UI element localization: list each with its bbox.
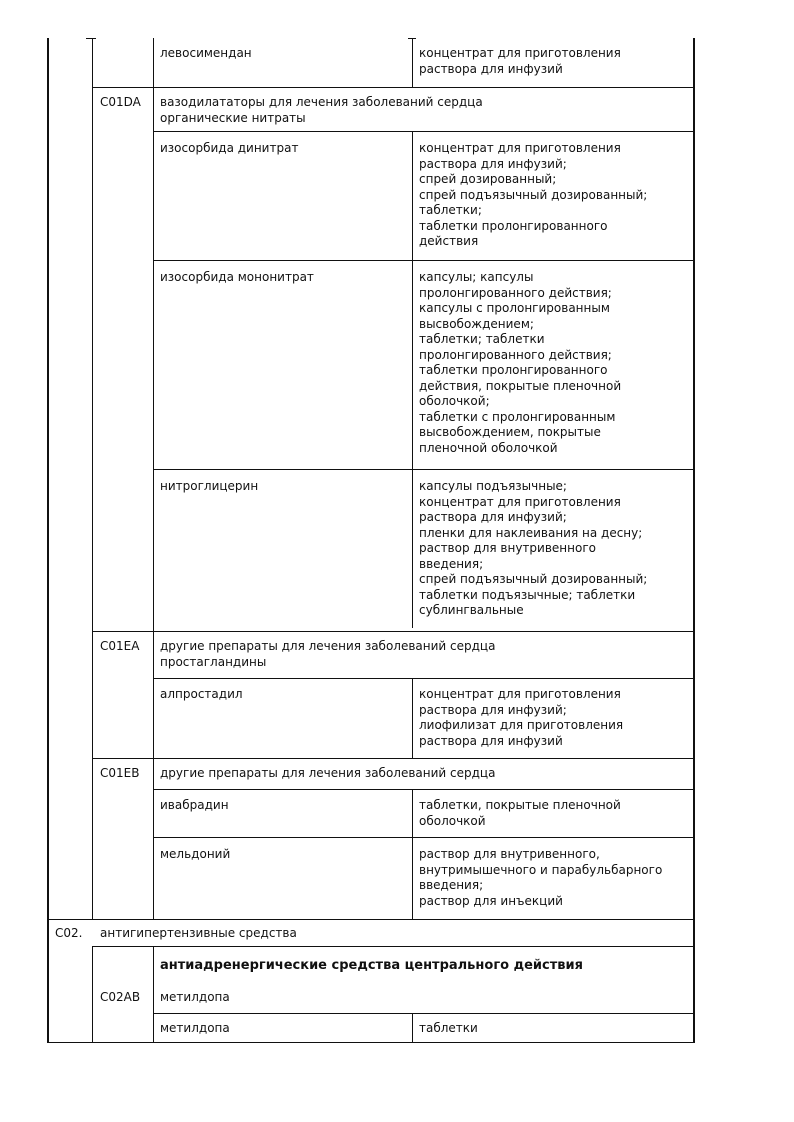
dosage-form: раствор для внутривенного, внутримышечного и парабульбарного введения; раствор для инъекций — [419, 847, 663, 908]
drug-name: левосимендан — [160, 46, 252, 60]
drug-name: изосорбида динитрат — [160, 141, 299, 155]
dosage-form: таблетки — [419, 1021, 478, 1035]
column-divider-form — [412, 131, 413, 628]
atc-code: C01DA — [100, 95, 141, 109]
group-name: антигипертензивные средства — [100, 926, 297, 940]
group-name: вазодилататоры для лечения заболеваний сердца органические нитраты — [160, 95, 483, 125]
row-divider — [92, 87, 694, 88]
row-divider — [92, 758, 694, 759]
dosage-form: капсулы; капсулы пролонгированного действия; капсулы с пролонгированным высвобождением; таблетки; таблетки пролонгированного действия; таблетки пролонгированного действия, покрытые пленочной оболочкой; таблетки с пролонгированным высвобождением, покрытые пленочной оболочкой — [419, 270, 622, 455]
column-divider-group — [153, 946, 154, 1042]
row-divider — [47, 919, 694, 920]
row-divider — [153, 678, 694, 679]
row-divider — [153, 1013, 694, 1014]
table-left-border — [47, 38, 49, 1042]
dosage-form: капсулы подъязычные; концентрат для приготовления раствора для инфузий; пленки для наклеивания на десну; раствор для внутривенного введения; спрей подъязычный дозированный; таблетки подъязычные; таблетки сублингвальные — [419, 479, 648, 617]
table-bottom-border — [47, 1042, 695, 1043]
top-tick — [408, 38, 416, 39]
row-divider — [153, 837, 694, 838]
drug-name: метилдопа — [160, 1021, 230, 1035]
table-right-border — [693, 38, 695, 1042]
atc-code: C01EB — [100, 766, 140, 780]
column-divider-form — [412, 789, 413, 919]
drug-name: алпростадил — [160, 687, 243, 701]
drug-name: нитроглицерин — [160, 479, 259, 493]
row-divider — [92, 631, 694, 632]
column-divider-atc — [92, 38, 93, 919]
group-name: другие препараты для лечения заболеваний сердца простагландины — [160, 639, 496, 669]
column-divider-group — [153, 38, 154, 919]
drug-name: ивабрадин — [160, 798, 229, 812]
atc-code: C01EA — [100, 639, 140, 653]
column-divider-form — [412, 38, 413, 87]
row-divider — [153, 789, 694, 790]
group-name: другие препараты для лечения заболеваний сердца — [160, 766, 496, 780]
row-divider — [92, 946, 694, 947]
row-divider — [153, 131, 694, 132]
drug-name: мельдоний — [160, 847, 231, 861]
dosage-form: концентрат для приготовления раствора для инфузий — [419, 46, 621, 76]
column-divider-atc — [92, 946, 93, 1042]
atc-code: C02AB — [100, 990, 141, 1004]
column-divider-form — [412, 678, 413, 758]
row-divider — [153, 260, 694, 261]
dosage-form: таблетки, покрытые пленочной оболочкой — [419, 798, 621, 828]
dosage-form: концентрат для приготовления раствора для инфузий; лиофилизат для приготовления раствора для инфузий — [419, 687, 624, 748]
top-tick — [86, 38, 96, 39]
dosage-form: концентрат для приготовления раствора для инфузий; спрей дозированный; спрей подъязычный дозированный; таблетки; таблетки пролонгированного действия — [419, 141, 648, 248]
row-divider — [153, 469, 694, 470]
group-name: метилдопа — [160, 990, 230, 1004]
subgroup-heading: антиадренергические средства центрального действия — [160, 958, 583, 973]
column-divider-form — [412, 1013, 413, 1042]
atc-code: C02. — [55, 926, 83, 940]
drug-name: изосорбида мононитрат — [160, 270, 314, 284]
